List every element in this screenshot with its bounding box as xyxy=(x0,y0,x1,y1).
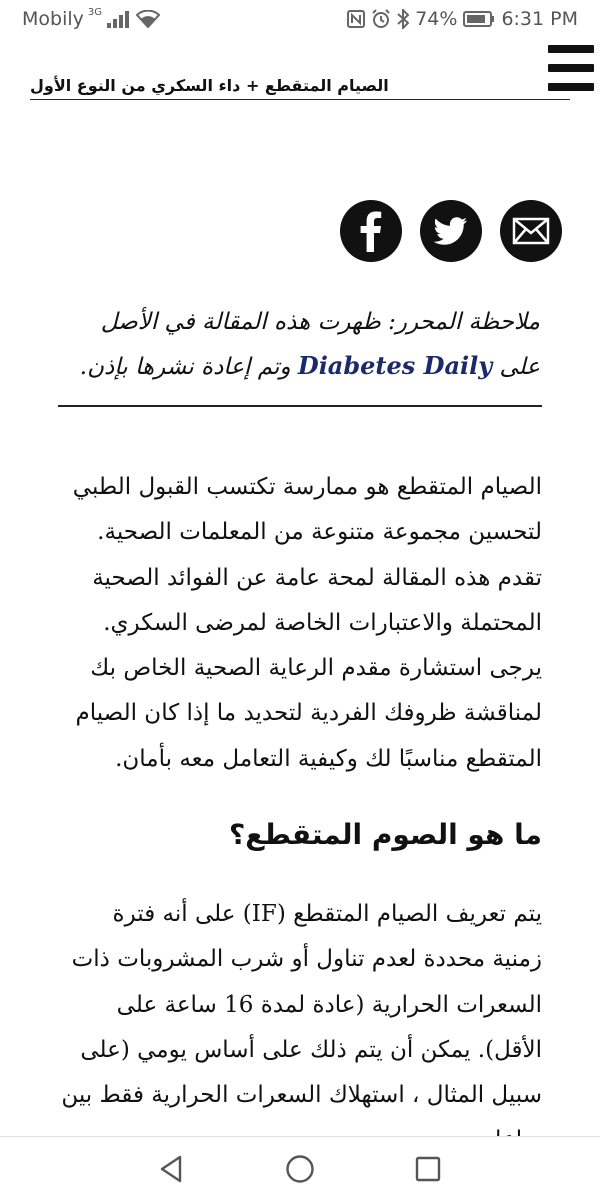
menu-bar-bottom xyxy=(548,83,594,91)
editor-note-text-before: ملاحظة المحرر: ظهرت هذه المقالة في الأصل على xyxy=(100,309,540,380)
system-nav-bar xyxy=(0,1136,600,1200)
divider xyxy=(58,405,542,407)
network-type: 3G xyxy=(87,6,103,18)
nfc-icon xyxy=(347,10,365,28)
battery-percent: 74% xyxy=(415,8,458,30)
share-buttons xyxy=(340,200,562,262)
menu-bar-middle xyxy=(548,64,594,72)
bluetooth-icon xyxy=(397,9,409,29)
status-left xyxy=(22,8,160,30)
status-right xyxy=(347,8,578,30)
site-header xyxy=(0,40,600,110)
hamburger-menu-icon[interactable] xyxy=(548,45,598,91)
battery-icon xyxy=(463,11,495,27)
recents-icon[interactable] xyxy=(412,1153,444,1185)
twitter-icon[interactable] xyxy=(420,200,482,262)
email-icon[interactable] xyxy=(500,200,562,262)
signal-icon xyxy=(106,10,132,28)
home-icon[interactable] xyxy=(284,1153,316,1185)
body-paragraph: يتم تعريف الصيام المتقطع (IF) على أنه فترة زمنية محددة لعدم تناول أو شرب المشروبات ذات السعرات الحرارية (عادة لمدة 16 ساعة على الأقل). يمكن أن يتم ذلك على أساس يومي (على سبيل المثال ، استهلاك السعرات الحرارية فقط بين xyxy=(61,901,542,1109)
alarm-icon xyxy=(371,9,391,29)
section-heading: ما هو الصوم المتقطع؟ xyxy=(229,818,542,851)
carrier-name: Mobily xyxy=(22,8,84,30)
breadcrumb-title[interactable]: الصيام المتقطع + داء السكري من النوع الأول xyxy=(30,76,389,95)
wifi-icon xyxy=(136,10,160,28)
intro-paragraph: الصيام المتقطع هو ممارسة تكتسب القبول الطبي لتحسين مجموعة متنوعة من المعلمات الصحية. تقدم هذه المقالة لمحة عامة عن الفوائد الصحية المحتملة والاعتبارات الخاصة لمرضى السكري. يرجى استشارة مقدم الرعاية الصحية الخاص بك لمناقشة ظروفك الفردية لتحديد ما إذا كان الصيام المتقطع مناسبًا لك وكيفية التعامل معه بأمان. xyxy=(72,474,542,772)
back-icon[interactable] xyxy=(156,1153,188,1185)
editor-note-text-after: وتم إعادة نشرها بإذن. xyxy=(79,354,298,380)
article-body xyxy=(60,892,542,1164)
status-bar xyxy=(0,0,600,40)
clock: 6:31 PM xyxy=(501,8,578,30)
facebook-icon[interactable] xyxy=(340,200,402,262)
breadcrumb[interactable] xyxy=(30,76,570,100)
editor-note xyxy=(58,300,540,389)
article-intro xyxy=(60,465,542,782)
menu-bar-top xyxy=(548,45,594,53)
diabetes-daily-link[interactable]: Diabetes Daily xyxy=(297,351,493,380)
